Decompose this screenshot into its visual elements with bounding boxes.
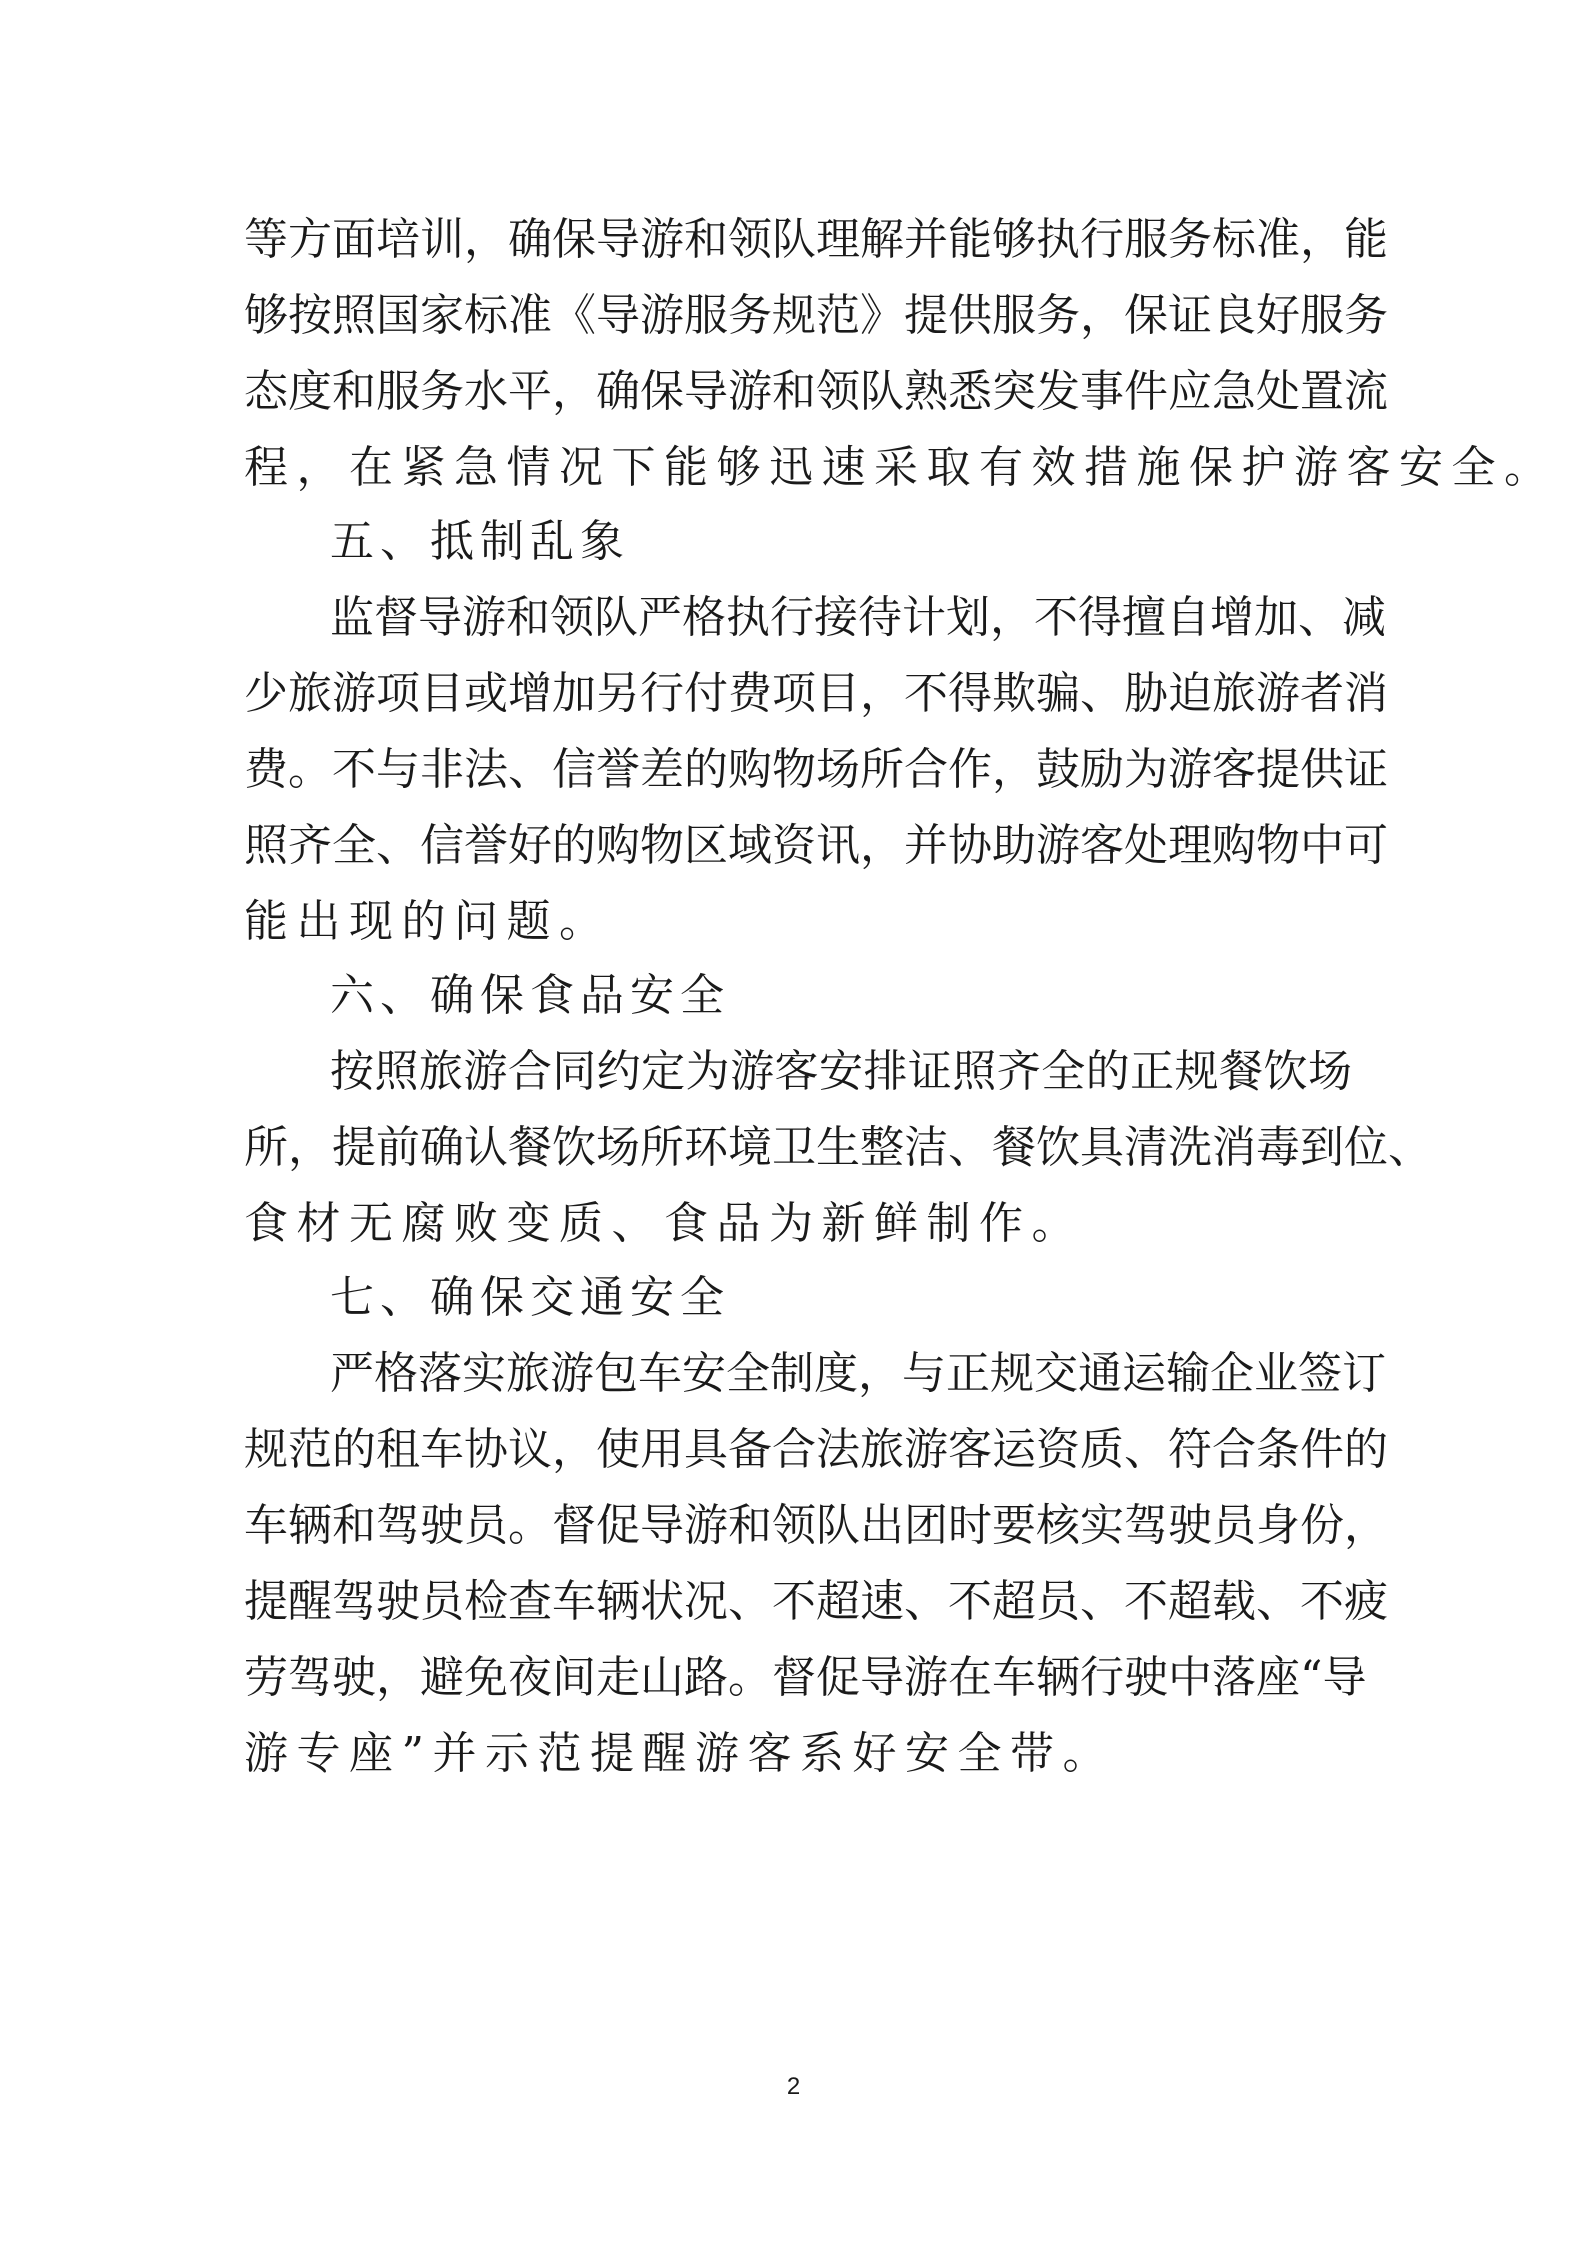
paragraph-line: 规范的租车协议，使用具备合法旅游客运资质、符合条件的 (244, 1424, 1388, 1475)
paragraph-line: 按照旅游合同约定为游客安排证照齐全的正规餐饮场 (330, 1046, 1352, 1097)
paragraph-line: 食材无腐败变质、食品为新鲜制作。 (244, 1198, 1084, 1249)
paragraph-line: 劳驾驶，避免夜间走山路。督促导游在车辆行驶中落座“导 (244, 1652, 1367, 1703)
paragraph-line: 提醒驾驶员检查车辆状况、不超速、不超员、不超载、不疲 (244, 1576, 1388, 1627)
paragraph-line: 够按照国家标准《导游服务规范》提供服务，保证良好服务 (244, 290, 1388, 341)
section-heading-7: 七、确保交通安全 (330, 1272, 730, 1323)
paragraph-line: 等方面培训，确保导游和领队理解并能够执行服务标准，能 (244, 214, 1388, 265)
paragraph-line: 态度和服务水平，确保导游和领队熟悉突发事件应急处置流 (244, 366, 1388, 417)
paragraph-line: 游专座”并示范提醒游客系好安全带。 (244, 1728, 1115, 1779)
paragraph-line: 程，在紧急情况下能够迅速采取有效措施保护游客安全。 (244, 442, 1557, 493)
paragraph-line: 严格落实旅游包车安全制度，与正规交通运输企业签订 (330, 1348, 1386, 1399)
paragraph-line: 能出现的问题。 (244, 896, 612, 947)
section-heading-5: 五、抵制乱象 (330, 516, 630, 567)
page-number: 2 (786, 2073, 801, 2100)
paragraph-line: 费。不与非法、信誉差的购物场所合作，鼓励为游客提供证 (244, 744, 1388, 795)
paragraph-line: 监督导游和领队严格执行接待计划，不得擅自增加、减 (330, 592, 1386, 643)
paragraph-line: 车辆和驾驶员。督促导游和领队出团时要核实驾驶员身份， (244, 1500, 1388, 1551)
paragraph-line: 少旅游项目或增加另行付费项目，不得欺骗、胁迫旅游者消 (244, 668, 1388, 719)
section-heading-6: 六、确保食品安全 (330, 970, 730, 1021)
paragraph-line: 照齐全、信誉好的购物区域资讯，并协助游客处理购物中可 (244, 820, 1388, 871)
paragraph-line: 所，提前确认餐饮场所环境卫生整洁、餐饮具清洗消毒到位、 (244, 1122, 1432, 1173)
